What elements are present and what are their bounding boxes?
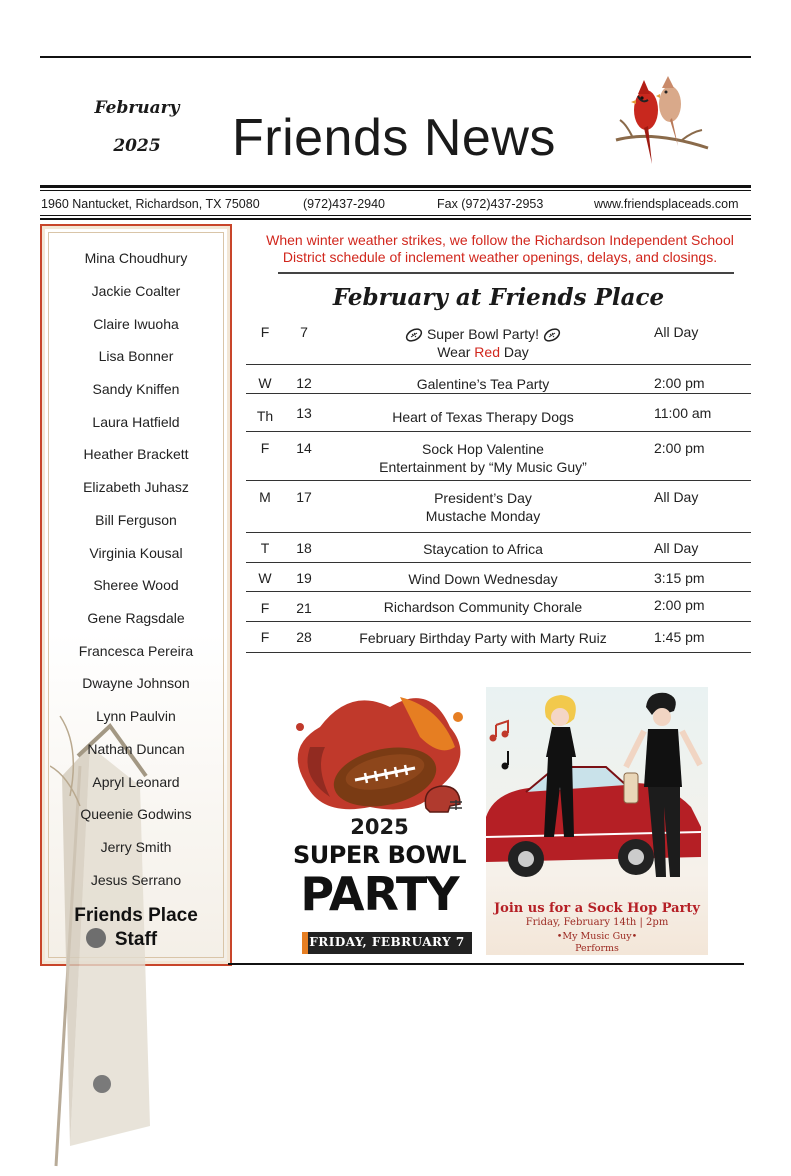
poster-date: FRIDAY, FEBRUARY 7 — [309, 935, 465, 949]
staff-name: Queenie Godwins — [80, 806, 192, 822]
staff-name: Lisa Bonner — [98, 348, 174, 364]
event-day: T — [260, 540, 270, 556]
event-line1: Super Bowl Party! — [426, 326, 540, 342]
event-date: 12 — [296, 375, 312, 391]
staff-name: Elizabeth Juhasz — [83, 479, 189, 495]
issue-month: February — [94, 98, 180, 118]
staff-name: Dwayne Johnson — [82, 675, 190, 691]
fax-number: Fax (972)437-2953 — [437, 197, 544, 211]
poster-subheadline: PARTY — [300, 867, 459, 921]
staff-heading-line2: Staff — [114, 929, 158, 950]
sock-hop-performer: •My Music Guy• — [556, 931, 638, 942]
staff-name: Bill Ferguson — [95, 512, 177, 528]
football-icon — [405, 328, 423, 342]
sock-hop-poster — [486, 687, 708, 955]
phone-number: (972)437-2940 — [303, 197, 386, 211]
event-time: 2:00 pm — [654, 440, 705, 456]
event-time: 2:00 pm — [654, 375, 705, 391]
event-title — [336, 440, 630, 476]
football-icon — [543, 328, 561, 342]
address: 1960 Nantucket, Richardson, TX 75080 — [41, 197, 260, 211]
event-day: F — [260, 324, 270, 340]
event-date: 13 — [296, 405, 312, 421]
staff-name: Virginia Kousal — [89, 545, 183, 561]
helmet-icon — [420, 782, 464, 816]
staff-name: Sandy Kniffen — [92, 381, 180, 397]
contact-rule-thin — [40, 215, 751, 216]
weather-notice: When winter weather strikes, we follow the Richardson Independent School District schedule of inclement weather openings, delays, and closings. — [266, 232, 734, 265]
staff-heading-line1: Friends Place — [74, 905, 198, 926]
sock-hop-illustration — [486, 687, 708, 897]
event-date: 19 — [296, 570, 312, 586]
cardinals-illustration — [612, 74, 712, 170]
staff-name: Jerry Smith — [100, 839, 172, 855]
staff-name: Apryl Leonard — [92, 774, 180, 790]
schedule-divider — [246, 591, 751, 592]
sock-hop-performs: Performs — [575, 943, 619, 954]
schedule-title: February at Friends Place — [332, 284, 665, 311]
event-day: W — [258, 570, 272, 586]
event-line2-prefix: Wear — [437, 344, 475, 360]
staff-name: Sheree Wood — [93, 577, 179, 593]
event-day: Th — [256, 408, 274, 424]
event-date: 17 — [296, 489, 312, 505]
website: www.friendsplaceads.com — [594, 197, 739, 211]
super-bowl-poster — [280, 687, 479, 955]
staff-sidebar — [40, 224, 232, 966]
schedule-divider — [246, 652, 751, 653]
event-time: 3:15 pm — [654, 570, 705, 586]
schedule-divider — [246, 393, 751, 394]
event-time: 1:45 pm — [654, 629, 705, 645]
event-title: Galentine’s Tea Party — [416, 376, 550, 392]
staff-name: Heather Brackett — [83, 446, 189, 462]
event-date: 7 — [300, 324, 308, 340]
event-day: F — [260, 629, 270, 645]
event-time: All Day — [654, 324, 699, 340]
staff-name: Jackie Coalter — [91, 283, 181, 299]
event-title: Staycation to Africa — [423, 541, 543, 557]
staff-name: Laura Hatfield — [92, 414, 180, 430]
event-title: Wind Down Wednesday — [408, 571, 558, 587]
sock-hop-date: Friday, February 14th | 2pm — [525, 917, 669, 928]
event-time: 11:00 am — [654, 405, 712, 421]
staff-name: Jesus Serrano — [90, 872, 182, 888]
sock-hop-headline: Join us for a Sock Hop Party — [494, 901, 700, 916]
header-rule-thick — [40, 185, 751, 188]
event-line2: Mustache Monday — [425, 508, 541, 524]
schedule-divider — [246, 621, 751, 622]
event-title — [336, 325, 630, 361]
event-title: Richardson Community Chorale — [383, 599, 583, 615]
staff-name: Lynn Paulvin — [96, 708, 176, 724]
poster-year: 2025 — [350, 815, 409, 839]
contact-rule-thick — [40, 218, 751, 220]
staff-name: Nathan Duncan — [87, 741, 185, 757]
event-time: All Day — [654, 540, 699, 556]
event-title: February Birthday Party with Marty Ruiz — [359, 630, 607, 646]
schedule-divider — [246, 431, 751, 432]
event-date: 18 — [296, 540, 312, 556]
bottom-rule — [228, 963, 744, 965]
event-line2: Entertainment by “My Music Guy” — [379, 459, 587, 475]
schedule-divider — [246, 480, 751, 481]
staff-name: Francesca Pereira — [78, 643, 194, 659]
event-line1: President’s Day — [434, 490, 532, 506]
event-time: All Day — [654, 489, 699, 505]
newsletter-title: Friends News — [232, 109, 556, 167]
schedule-divider — [246, 562, 751, 563]
event-title — [336, 489, 630, 525]
schedule-divider — [246, 364, 751, 365]
event-day: M — [259, 489, 271, 505]
event-date: 21 — [296, 600, 312, 616]
poster-headline: SUPER BOWL — [292, 841, 467, 869]
event-day: F — [260, 440, 270, 456]
event-day: W — [258, 375, 272, 391]
issue-year: 2025 — [113, 136, 161, 156]
header-rule-thin — [40, 190, 751, 191]
staff-name: Mina Choudhury — [84, 250, 188, 266]
schedule-divider — [246, 532, 751, 533]
event-line1: Sock Hop Valentine — [422, 441, 544, 457]
event-title: Heart of Texas Therapy Dogs — [392, 409, 574, 425]
event-time: 2:00 pm — [654, 597, 705, 613]
event-date: 14 — [296, 440, 312, 456]
event-line2-red-word: Red — [474, 344, 500, 360]
event-date: 28 — [296, 629, 312, 645]
staff-name: Claire Iwuoha — [93, 316, 179, 332]
notice-rule — [278, 272, 734, 274]
event-line2-suffix: Day — [499, 344, 529, 360]
staff-name: Gene Ragsdale — [87, 610, 185, 626]
top-rule — [40, 56, 751, 58]
event-day: F — [260, 600, 270, 616]
